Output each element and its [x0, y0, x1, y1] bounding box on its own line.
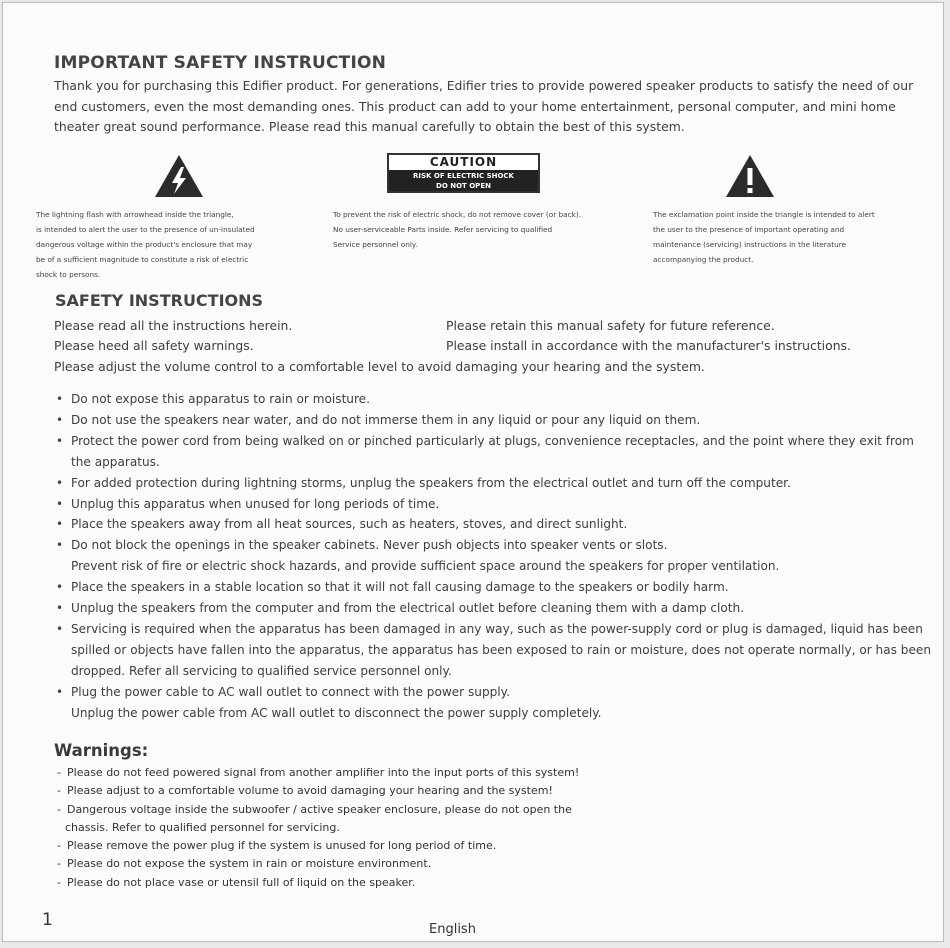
text-line: To prevent the risk of electric shock, do not remove cover (or back). — [333, 210, 582, 219]
page-number: 1 — [42, 910, 53, 930]
list-item: • For added protection during lightning storms, unplug the speakers from the electrical outlet and turn off the computer. — [55, 473, 935, 494]
list-item: • Do not expose this apparatus to rain or moisture. — [55, 389, 935, 410]
exclamation-warning-triangle-icon — [725, 154, 775, 198]
caution-label-icon — [387, 153, 540, 193]
safety-line: Please retain this manual safety for future reference. — [446, 318, 775, 333]
list-item: • Place the speakers away from all heat sources, such as heaters, stoves, and direct sunlight. — [55, 514, 935, 535]
text-line: The lightning flash with arrowhead inside the triangle, — [36, 210, 234, 219]
warning-item: - Please adjust to a comfortable volume to avoid damaging your hearing and the system! — [55, 782, 675, 800]
list-item: • Do not use the speakers near water, and do not immerse them in any liquid or pour any liquid on them. — [55, 410, 935, 431]
page-title: IMPORTANT SAFETY INSTRUCTION — [54, 53, 387, 73]
list-item: • Unplug this apparatus when unused for long periods of time. — [55, 494, 935, 515]
safety-line: Please adjust the volume control to a comfortable level to avoid damaging your hearing and the system. — [54, 359, 705, 374]
caution-line-1: RISK OF ELECTRIC SHOCK — [413, 172, 514, 180]
safety-line: Please heed all safety warnings. — [54, 338, 254, 353]
lightning-explanation — [36, 207, 316, 282]
text-line: The exclamation point inside the triangle is intended to alert — [653, 210, 875, 219]
caution-explanation — [333, 207, 633, 252]
warning-item: - Please do not feed powered signal from another amplifier into the input ports of this system! — [55, 764, 675, 782]
warning-item-continuation: chassis. Refer to qualified personnel for servicing. — [65, 820, 340, 834]
lightning-warning-triangle-icon — [154, 154, 204, 198]
list-item-continuation: Prevent risk of fire or electric shock hazards, and provide sufficient space around the speakers for proper ventilation. — [71, 559, 780, 574]
warning-item: - Dangerous voltage inside the subwoofer / active speaker enclosure, please do not open the — [55, 801, 675, 819]
warning-item: - Please do not place vase or utensil full of liquid on the speaker. — [55, 874, 675, 892]
text-line: be of a sufficient magnitude to constitute a risk of electric — [36, 255, 249, 264]
text-line: maintenance (servicing) instructions in the literature — [653, 240, 847, 249]
safety-bullet-list — [55, 389, 935, 724]
warnings-heading: Warnings: — [54, 741, 149, 760]
warning-item: - Please remove the power plug if the system is unused for long period of time. — [55, 837, 675, 855]
text-line: dangerous voltage within the product's enclosure that may — [36, 240, 253, 249]
safety-line: Please install in accordance with the manufacturer's instructions. — [446, 338, 851, 353]
caution-title: CAUTION — [429, 155, 498, 169]
exclamation-explanation — [653, 207, 933, 267]
list-item: • Unplug the speakers from the computer and from the electrical outlet before cleaning them with a damp cloth. — [55, 598, 935, 619]
intro-paragraph: Thank you for purchasing this Edifier product. For generations, Edifier tries to provide powered speaker products to satisfy the need of our end customers, even the most demanding ones. This product can add to your home entertainment, personal computer, and mini home theater great sound performance. Please read this manual carefully to obtain the best of this system. — [54, 78, 914, 134]
caution-subtext — [389, 170, 538, 191]
list-item-continuation: Unplug the power cable from AC wall outlet to disconnect the power supply completely. — [71, 705, 602, 720]
list-item: • Plug the power cable to AC wall outlet to connect with the power supply. — [55, 682, 935, 703]
list-item: • Do not block the openings in the speaker cabinets. Never push objects into speaker vents or slots. — [55, 535, 935, 556]
language-label: English — [429, 922, 476, 937]
text-line: is intended to alert the user to the presence of un-insulated — [36, 225, 255, 234]
warnings-list — [55, 764, 675, 892]
list-item: • Place the speakers in a stable location so that it will not fall causing damage to the speakers or bodily harm. — [55, 577, 935, 598]
safety-heading: SAFETY INSTRUCTIONS — [55, 291, 264, 310]
list-item: • Servicing is required when the apparatus has been damaged in any way, such as the power-supply cord or plug is damaged, liquid has been spilled or objects have fallen into the apparatus, the apparatus has been exposed to rain or moisture, does not operate normally, or has been dropped. Refer all servicing to qualified service personnel only. — [55, 619, 935, 682]
text-line: shock to persons. — [36, 270, 101, 279]
list-item: • Protect the power cord from being walked on or pinched particularly at plugs, convenience receptacles, and the point where they exit from the apparatus. — [55, 431, 935, 473]
text-line: No user-serviceable Parts inside. Refer servicing to qualified — [333, 225, 553, 234]
caution-line-2: DO NOT OPEN — [436, 182, 491, 190]
text-line: the user to the presence of important operating and — [653, 225, 845, 234]
text-line: Service personnel only. — [333, 240, 418, 249]
text-line: accompanying the product. — [653, 255, 754, 264]
manual-page — [2, 2, 944, 942]
safety-line: Please read all the instructions herein. — [54, 318, 293, 333]
warning-item: - Please do not expose the system in rain or moisture environment. — [55, 855, 675, 873]
